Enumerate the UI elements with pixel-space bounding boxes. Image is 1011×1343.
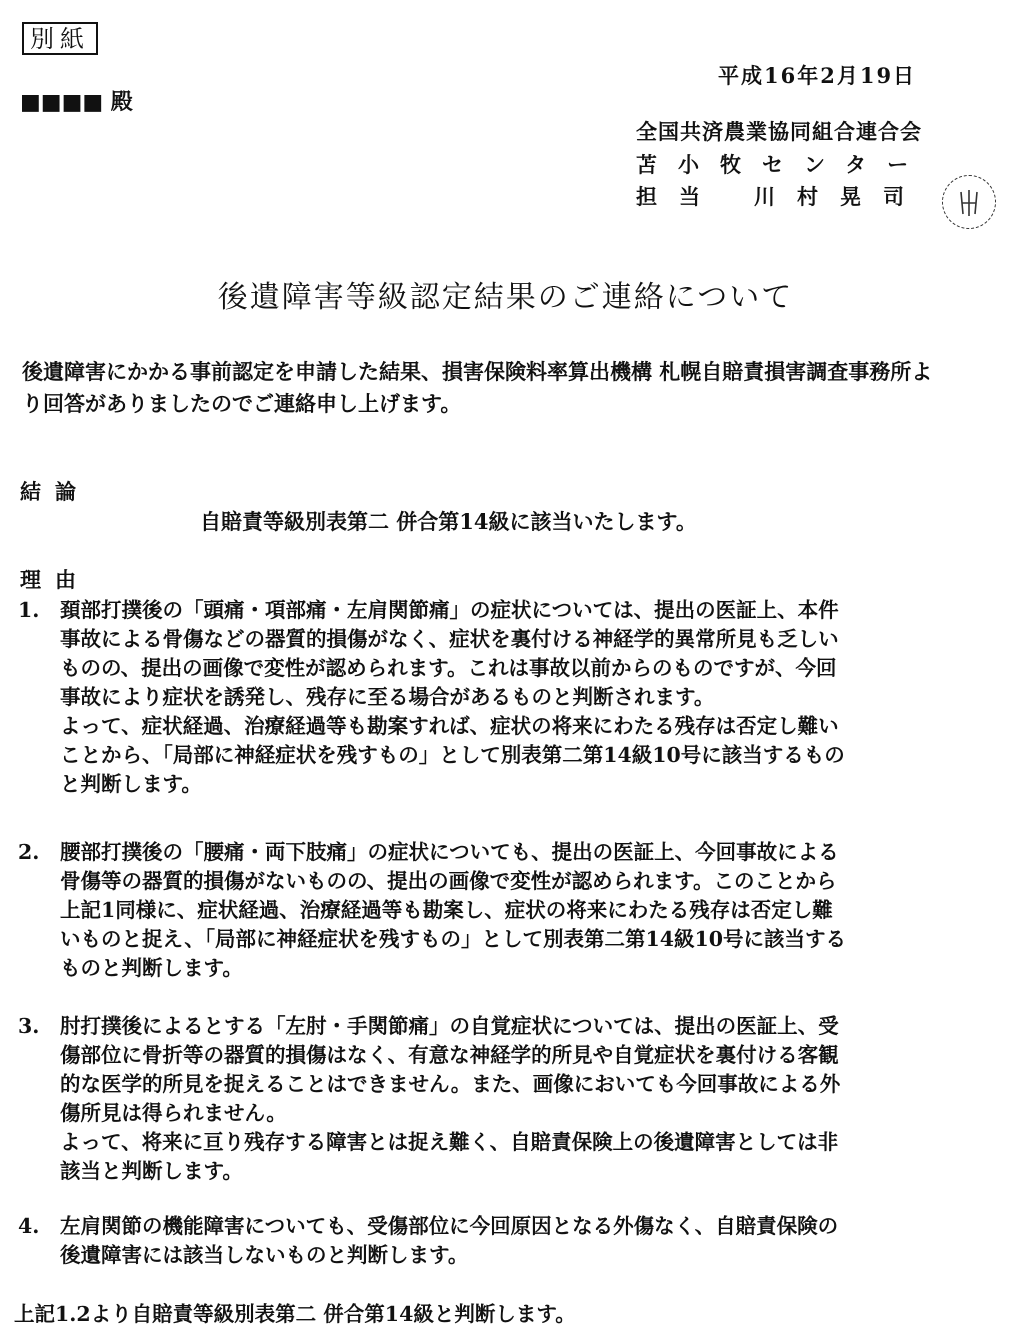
item-line: と判断します。: [60, 772, 202, 796]
staff-role: 担当: [636, 184, 722, 209]
item-line: 事故により症状を誘発し、残存に至る場合があるものと判断されます。: [60, 685, 715, 709]
item-line: ことから、「局部に神経症状を残すもの」として別表第二第14級10号に該当するもの: [60, 743, 845, 767]
conclusion-text: 自賠責等級別表第二 併合第14級に該当いたします。: [200, 509, 697, 534]
item-line: ものの、提出の画像で変性が認められます。これは事故以前からのものですが、今回: [60, 656, 837, 680]
item-line: 左肩関節の機能障害についても、受傷部位に今回原因となる外傷なく、自賠責保険の: [60, 1214, 839, 1238]
reason-item-4: [18, 1212, 928, 1270]
document-title: 後遺障害等級認定結果のご連絡について: [217, 280, 794, 315]
item-number: 4.: [18, 1214, 40, 1238]
item-line: 傷所見は得られません。: [60, 1101, 287, 1125]
item-line: 骨傷等の器質的損傷がないものの、提出の画像で変性が認められます。このことから: [60, 869, 837, 893]
item-line: 該当と判断します。: [60, 1159, 243, 1183]
item-line: 的な医学的所見を捉えることはできません。また、画像においても今回事故による外: [60, 1072, 841, 1096]
conclusion-label: 結論: [20, 479, 90, 504]
item-line: 腰部打撲後の「腰痛・両下肢痛」の症状についても、提出の医証上、今回事故による: [60, 840, 839, 864]
item-line: よって、将来に亘り残存する障害とは捉え難く、自賠責保険上の後遺障害としては非: [60, 1130, 839, 1154]
reason-item-3: [18, 1012, 928, 1186]
item-line: よって、症状経過、治療経過等も勘案すれば、症状の将来にわたる残存は否定し難い: [60, 714, 839, 738]
item-line: 傷部位に骨折等の器質的損傷はなく、有意な神経学的所見や自覚症状を裏付ける客観: [60, 1043, 839, 1067]
staff-name: 川村晃司: [754, 184, 926, 209]
item-line: いものと捉え、「局部に神経症状を残すもの」として別表第二第14級10号に該当する: [60, 927, 847, 951]
item-line: 頚部打撲後の「頭痛・項部痛・左肩関節痛」の症状については、提出の医証上、本件: [60, 598, 839, 622]
item-line: 肘打撲後によるとする「左肘・手関節痛」の自覚症状については、提出の医証上、受: [60, 1014, 839, 1038]
item-line: ものと判断します。: [60, 956, 243, 980]
intro-paragraph: 後遺障害にかかる事前認定を申請した結果、損害保険料率算出機構 札幌自賠責損害調査事務所より回答がありましたのでご連絡申し上げます。: [22, 359, 933, 416]
sender-organization: 全国共済農業協同組合連合会: [636, 119, 922, 144]
item-line: 上記1同様に、症状経過、治療経過等も勘案し、症状の将来にわたる残存は否定し難: [60, 898, 833, 922]
attachment-stamp: 別紙: [22, 22, 98, 55]
reason-label: 理由: [20, 567, 90, 592]
item-line: 事故による骨傷などの器質的損傷がなく、症状を裏付ける神経学的異常所見も乏しい: [60, 627, 839, 651]
item-line: 後遺障害には該当しないものと判断します。: [60, 1243, 469, 1267]
reason-item-2: [18, 838, 928, 983]
addressee: ■■■■ 殿: [20, 89, 133, 115]
personal-seal-icon: [942, 175, 996, 229]
final-conclusion: 上記1.2より自賠責等級別表第二 併合第14級と判断します。: [14, 1302, 576, 1326]
item-number: 1.: [18, 598, 40, 622]
document-date: 平成16年2月19日: [718, 63, 917, 88]
item-number: 3.: [18, 1014, 40, 1038]
sender-center: 苫小牧センター: [636, 152, 930, 177]
item-number: 2.: [18, 840, 40, 864]
reason-item-1: [18, 596, 928, 799]
